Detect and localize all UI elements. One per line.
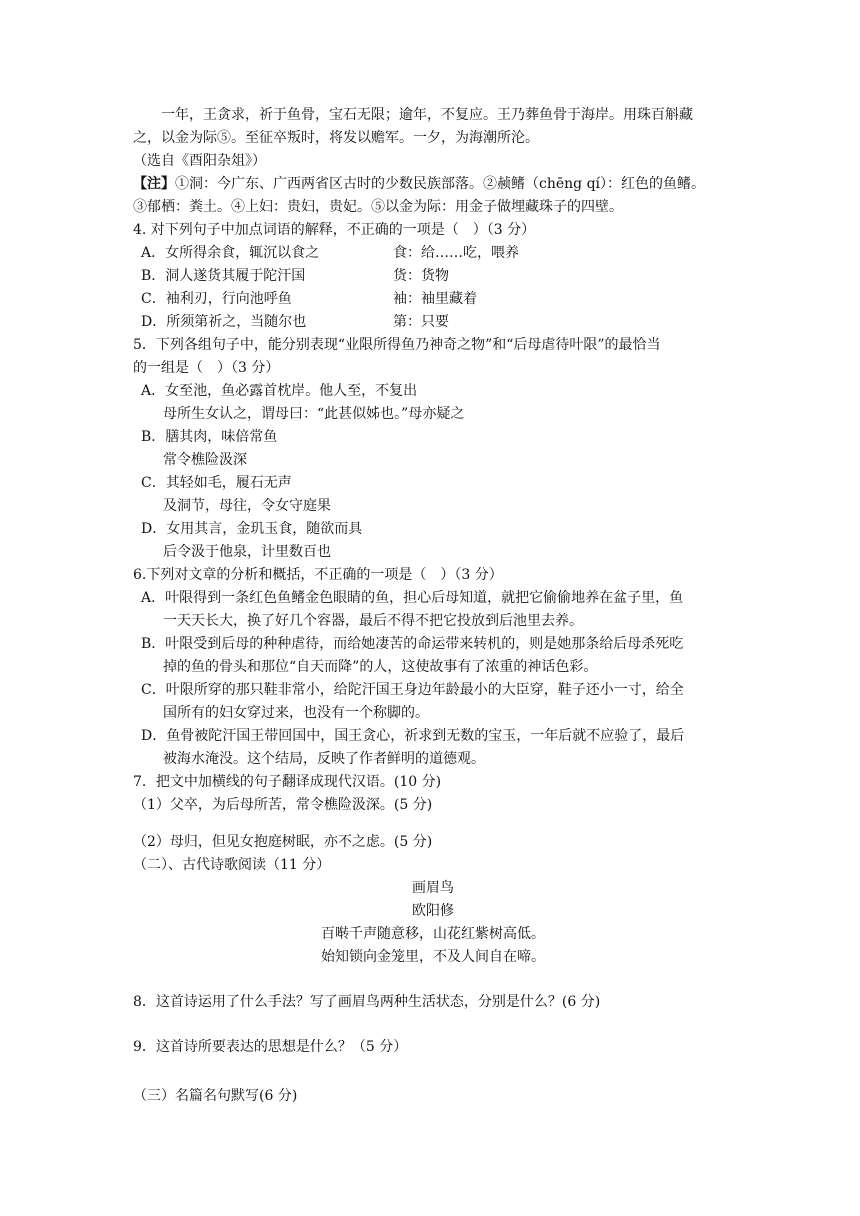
option-gloss: 食：给……吃，喂养 — [393, 245, 519, 261]
passage-line: 之，以金为际⑤。至征卒叛时，将发以赡军。一夕，为海潮所沦。 — [133, 130, 539, 146]
poem-author: 欧阳修 — [412, 903, 454, 919]
question-5-option-b: B．膳其肉，味倍常鱼 — [141, 429, 278, 445]
note-line: ③郁栖：粪土。④上妇：贵妇，贵妃。⑤以金为际：用金子做埋藏珠子的四壁。 — [133, 199, 623, 215]
question-6-option-a: A．叶限得到一条红色鱼鳍金色眼睛的鱼，担心后母知道，就把它偷偷地养在盆子里，鱼 — [141, 590, 684, 606]
question-5-option-c: C．其轻如毛，履石无声 — [141, 475, 292, 491]
question-4-option — [133, 265, 733, 288]
question-5-option-b-cont: 常令樵险汲深 — [163, 452, 247, 468]
question-7-sentence-1: （1）父卒，为后母所苦，常令樵险汲深。(5 分) — [133, 797, 433, 813]
question-5-option-a-cont: 母所生女认之，谓母曰：“此甚似姊也。”母亦疑之 — [163, 406, 465, 422]
question-8: 8．这首诗运用了什么手法？写了画眉鸟两种生活状态，分别是什么？(6 分) — [133, 994, 601, 1010]
question-7-sentence-2: （2）母归，但见女抱庭树眠，亦不之虑。(5 分) — [133, 834, 433, 850]
poem-line: 始知锁向金笼里，不及人间自在啼。 — [321, 949, 545, 965]
question-5-stem: 5．下列各组句子中，能分别表现“业限所得鱼乃神奇之物”和“后母虐待叶限”的最恰当 — [133, 337, 661, 353]
question-6-option-b-cont: 掉的鱼的骨头和那位“自天而降”的人，这使故事有了浓重的神话色彩。 — [163, 659, 598, 675]
question-6-option-d-cont: 被海水淹没。这个结局，反映了作者鲜明的道德观。 — [163, 751, 485, 767]
option-gloss: 货：货物 — [393, 268, 449, 284]
question-4-option — [133, 288, 733, 311]
question-6-option-c-cont: 国所有的妇女穿过来，也没有一个称脚的。 — [163, 705, 429, 721]
option-sentence: B．洞人遂货其履于陀汗国 — [141, 268, 306, 284]
question-5-option-c-cont: 及洞节，母往，令女守庭果 — [163, 498, 331, 514]
passage-source: （选自《酉阳杂俎》） — [133, 153, 266, 169]
question-6-option-c: C．叶限所穿的那只鞋非常小，给陀汗国王身边年龄最小的大臣穿，鞋子还小一寸，给全 — [141, 682, 684, 698]
question-5-stem: 的一组是（ ）（3 分） — [133, 360, 280, 376]
section-2-heading: （二）、古代诗歌阅读（11 分） — [133, 857, 331, 873]
option-sentence: D．所须第祈之，当随尔也 — [141, 314, 307, 330]
passage-line: 一年，王贪求，祈于鱼骨，宝石无限；逾年，不复应。王乃葬鱼骨于海岸。用珠百斛藏 — [161, 107, 693, 123]
question-5-option-a: A．女至池，鱼必露首枕岸。他人至，不复出 — [141, 383, 418, 399]
note-label: 【注】 — [133, 176, 175, 192]
question-5-option-d-cont: 后令汲于他泉，计里数百也 — [163, 544, 331, 560]
question-7-stem: 7．把文中加横线的句子翻译成现代汉语。(10 分) — [133, 774, 442, 790]
question-6-option-a-cont: 一天天长大，换了好几个容器，最后不得不把它投放到后池里去养。 — [163, 613, 583, 629]
option-gloss: 袖：袖里藏着 — [393, 291, 477, 307]
note-line — [133, 173, 733, 196]
question-9: 9．这首诗所要表达的思想是什么？（5 分） — [133, 1039, 408, 1055]
question-4-stem: 4. 对下列句子中加点词语的解释，不正确的一项是（ ）（3 分） — [133, 222, 536, 238]
question-6-option-b: B．叶限受到后母的种种虐待，而给她凄苦的命运带来转机的，则是她那条给后母杀死吃 — [141, 636, 684, 652]
question-4-option — [133, 242, 733, 265]
note-text: ①洞：今广东、广西两省区古时的少数民族部落。②赪鳍（chēng qí）：红色的鱼鳍。 — [175, 176, 706, 192]
question-6-option-d: D．鱼骨被陀汗国王带回国中，国王贪心，祈求到无数的宝玉，一年后就不应验了，最后 — [141, 728, 685, 744]
poem-line: 百啭千声随意移，山花红紫树高低。 — [321, 926, 545, 942]
question-4-option — [133, 311, 733, 334]
question-6-stem: 6.下列对文章的分析和概括，不正确的一项是（ ）（3 分） — [133, 567, 503, 583]
option-gloss: 第：只要 — [393, 314, 449, 330]
option-sentence: A．女所得余食，辄沉以食之 — [141, 245, 320, 261]
document-page — [133, 104, 733, 1108]
section-3-heading: （三）名篇名句默写(6 分) — [133, 1088, 298, 1104]
option-sentence: C．袖利刃，行向池呼鱼 — [141, 291, 292, 307]
poem-title: 画眉鸟 — [412, 880, 454, 896]
question-5-option-d: D．女用其言，金玑玉食，随欲而具 — [141, 521, 363, 537]
